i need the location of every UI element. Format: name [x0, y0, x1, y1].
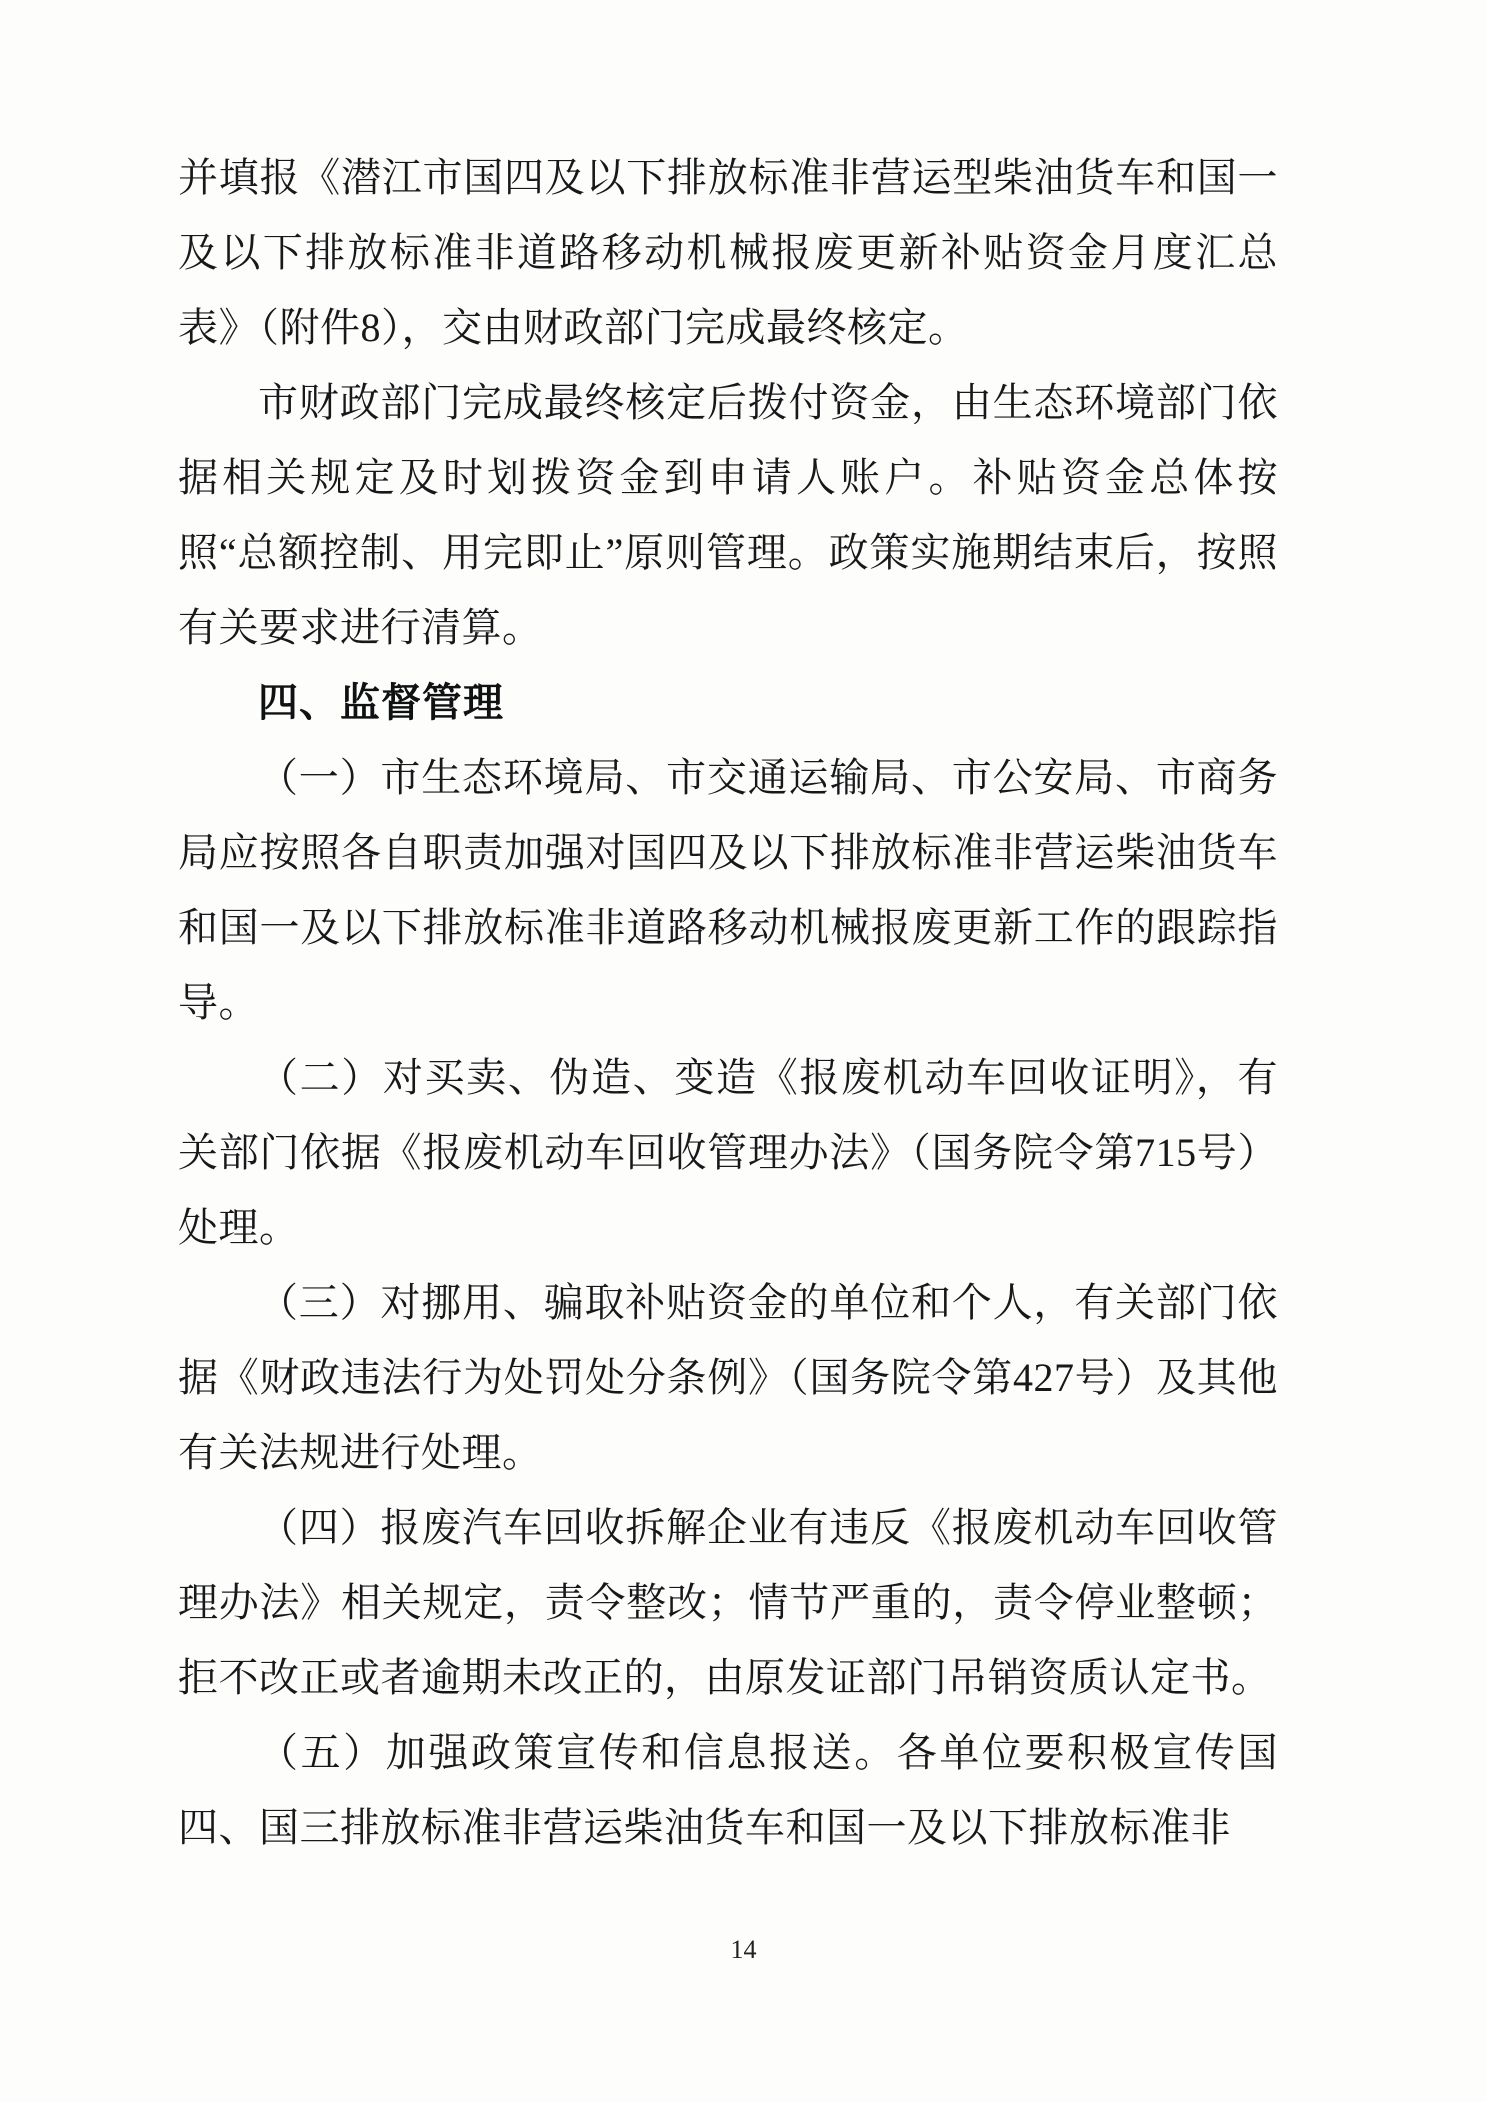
- paragraph-item-five: （五）加强政策宣传和信息报送。各单位要积极宣传国四、国三排放标准非营运柴油货车和国一及以下排放标准非: [178, 1730, 1278, 1850]
- paragraph-continuation: 并填报《潜江市国四及以下排放标准非营运型柴油货车和国一及以下排放标准非道路移动机械报废更新补贴资金月度汇总表》（附件8），交由财政部门完成最终核定。: [178, 155, 1278, 350]
- section-heading-supervision: 四、监督管理: [258, 680, 504, 725]
- paragraph-item-two: （二）对买卖、伪造、变造《报废机动车回收证明》，有关部门依据《报废机动车回收管理办法》（国务院令第715号）处理。: [178, 1055, 1278, 1250]
- document-body: [178, 140, 1278, 1865]
- paragraph-item-four: （四）报废汽车回收拆解企业有违反《报废机动车回收管理办法》相关规定，责令整改；情节严重的，责令停业整顿；拒不改正或者逾期未改正的，由原发证部门吊销资质认定书。: [178, 1505, 1278, 1700]
- paragraph-item-three: （三）对挪用、骗取补贴资金的单位和个人，有关部门依据《财政违法行为处罚处分条例》（国务院令第427号）及其他有关法规进行处理。: [178, 1280, 1278, 1475]
- page-number: 14: [730, 1935, 757, 1964]
- paragraph-item-one: （一）市生态环境局、市交通运输局、市公安局、市商务局应按照各自职责加强对国四及以下排放标准非营运柴油货车和国一及以下排放标准非道路移动机械报废更新工作的跟踪指导。: [178, 755, 1278, 1025]
- paragraph-funding-allocation: 市财政部门完成最终核定后拨付资金，由生态环境部门依据相关规定及时划拨资金到申请人账户。补贴资金总体按照“总额控制、用完即止”原则管理。政策实施期结束后，按照有关要求进行清算。: [178, 380, 1278, 650]
